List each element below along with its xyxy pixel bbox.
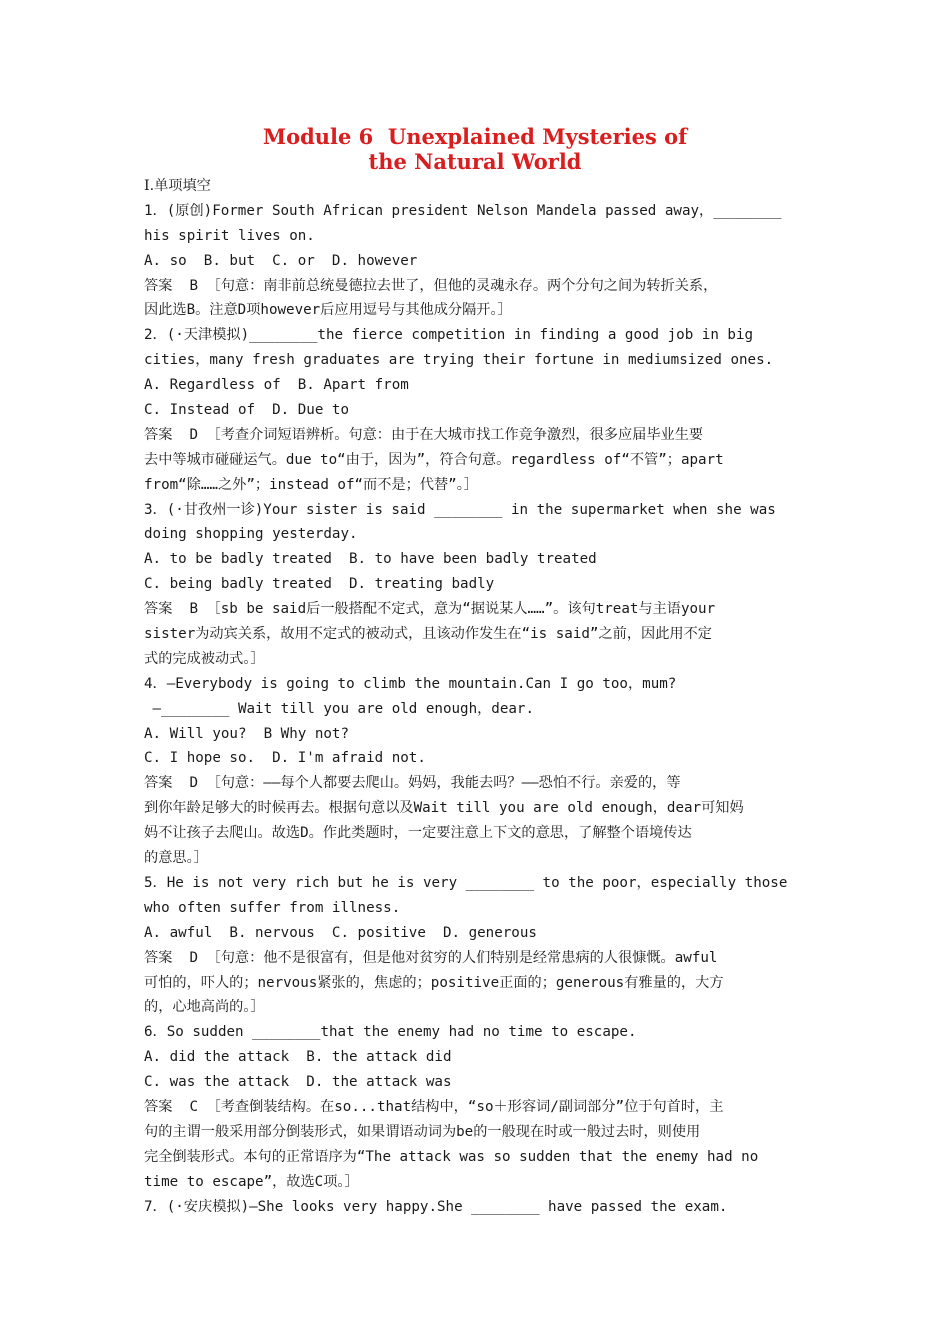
- text-line: sister为动宾关系，故用不定式的被动式，且该动作发生在“is said”之前，因此用不定: [144, 626, 712, 643]
- text-line: from“除……之外”；instead of“而不是；代替”。］: [144, 476, 478, 493]
- text-line: A. Will you? B Why not?: [144, 725, 349, 742]
- text-line: doing shopping yesterday.: [144, 526, 358, 543]
- title-line-1: Module 6 Unexplained Mysteries of: [262, 124, 688, 149]
- text-line: 答案 C ［考查倒装结构。在so...that结构中，“so＋形容词/副词部分”位于句首时，主: [144, 1098, 724, 1115]
- text-line: 答案 B ［sb be said后一般搭配不定式，意为“据说某人……”。该句treat与主语your: [144, 601, 716, 618]
- text-line: 去中等城市碰碰运气。due to“由于，因为”，符合句意。regardless of“不管”；apart: [144, 451, 724, 468]
- text-line: 到你年龄足够大的时候再去。根据句意以及Wait till you are old enough，dear可知妈: [144, 800, 744, 817]
- text-line: 可怕的，吓人的；nervous紧张的，焦虑的；positive正面的；generous有雅量的，大方: [144, 974, 724, 991]
- text-line: 5．He is not very rich but he is very ________ to the poor，especially those: [144, 874, 788, 891]
- text-line: 式的完成被动式。］: [144, 650, 265, 667]
- text-line: 的，心地高尚的。］: [144, 999, 265, 1016]
- text-line: 句的主谓一般采用部分倒装形式，如果谓语动词为be的一般现在时或一般过去时，则使用: [144, 1123, 701, 1140]
- text-line: C. Instead of D. Due to: [144, 402, 349, 419]
- text-line: 答案 D ［句意：——每个人都要去爬山。妈妈，我能去吗？——恐怕不行。亲爱的，等: [144, 775, 681, 792]
- document-body: [144, 174, 812, 1219]
- text-line: C. was the attack D. the attack was: [144, 1074, 452, 1091]
- text-line: 6．So sudden ________that the enemy had no time to escape.: [144, 1024, 637, 1041]
- text-line: who often suffer from illness.: [144, 899, 401, 916]
- title-line-2: the Natural World: [368, 149, 582, 174]
- text-line: 答案 B ［句意：南非前总统曼德拉去世了，但他的灵魂永存。两个分句之间为转折关系，: [144, 277, 718, 294]
- text-line: A. did the attack B. the attack did: [144, 1049, 452, 1066]
- text-line: 3．(·甘孜州一诊)Your sister is said ________ in the supermarket when she was: [144, 501, 776, 518]
- text-line: his spirit lives on.: [144, 227, 315, 244]
- text-line: 完全倒装形式。本句的正常语序为“The attack was so sudden that the enemy had no: [144, 1148, 759, 1165]
- text-line: 因此选B。注意D项however后应用逗号与其他成分隔开。］: [144, 302, 512, 319]
- text-line: 4．—Everybody is going to climb the mountain.Can I go too，mum?: [144, 675, 677, 692]
- text-line: A. awful B. nervous C. positive D. generous: [144, 924, 537, 941]
- text-line: 的意思。］: [144, 850, 208, 867]
- text-line: cities，many fresh graduates are trying their fortune in mediumsized ones.: [144, 352, 774, 369]
- text-line: —________ Wait till you are old enough，dear.: [144, 700, 535, 717]
- text-line: A. Regardless of B. Apart from: [144, 377, 409, 394]
- text-line: 答案 D ［考查介词短语辨析。句意：由于在大城市找工作竞争激烈，很多应届毕业生要: [144, 426, 704, 443]
- section-heading: Ⅰ.单项填空: [144, 178, 211, 194]
- text-line: 妈不让孩子去爬山。故选D。作此类题时，一定要注意上下文的意思，了解整个语境传达: [144, 825, 692, 842]
- page-title: [0, 124, 950, 174]
- text-line: C. being badly treated D. treating badly: [144, 576, 495, 593]
- text-line: 2．(·天津模拟)________the fierce competition in finding a good job in big: [144, 327, 754, 344]
- text-line: 答案 D ［句意：他不是很富有，但是他对贫穷的人们特别是经常患病的人很慷慨。awful: [144, 949, 718, 966]
- text-line: 7．(·安庆模拟)—She looks very happy.She ________ have passed the exam.: [144, 1198, 728, 1215]
- text-line: A. so B. but C. or D. however: [144, 252, 418, 269]
- text-line: 1．(原创)Former South African president Nelson Mandela passed away，________: [144, 202, 782, 219]
- text-line: C. I hope so. D. I'm afraid not.: [144, 750, 426, 767]
- text-line: time to escape”，故选C项。］: [144, 1173, 359, 1190]
- text-line: A. to be badly treated B. to have been badly treated: [144, 551, 597, 568]
